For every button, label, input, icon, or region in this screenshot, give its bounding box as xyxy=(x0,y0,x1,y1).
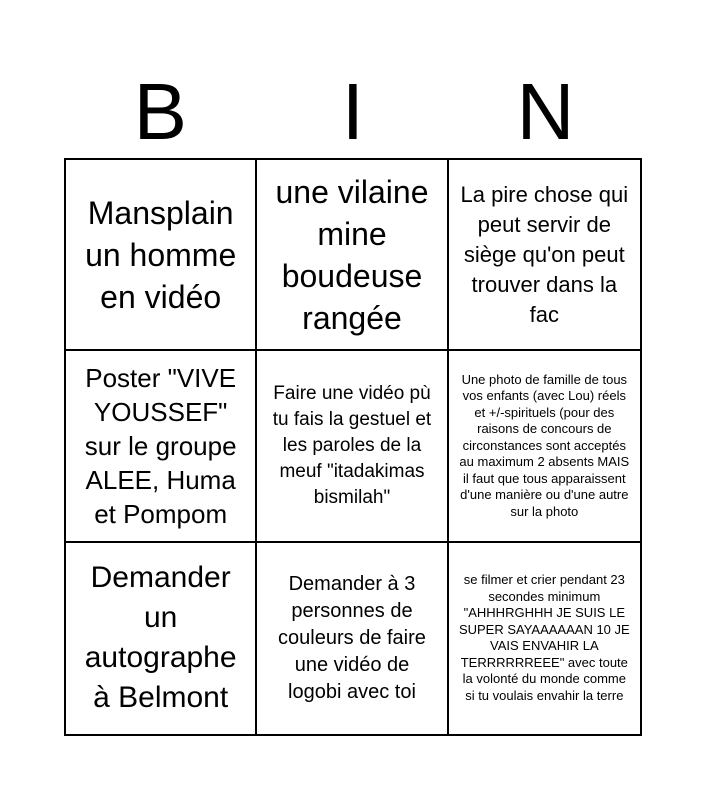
bingo-grid xyxy=(64,158,642,736)
bingo-cell[interactable] xyxy=(257,543,448,734)
bingo-cell[interactable] xyxy=(449,351,640,542)
bingo-cell[interactable] xyxy=(257,160,448,351)
header-letter-n: N xyxy=(516,67,575,156)
cell-text: Demander un autographe à Belmont xyxy=(84,561,237,715)
bingo-header xyxy=(64,67,642,156)
bingo-cell[interactable] xyxy=(449,160,640,351)
cell-text: Une photo de famille de tous vos enfants (avec Lou) réels et +/-spirituels (pour des raisons de concours de circonstances sont acceptés au maximum 2 absents MAIS il faut que tous apparaissent d'une manière ou d'une autre sur la photo xyxy=(459,371,630,519)
cell-text: Mansplain un homme en vidéo xyxy=(85,194,237,315)
bingo-cell[interactable] xyxy=(66,351,257,542)
bingo-cell[interactable] xyxy=(66,160,257,351)
cell-text: Faire une vidéo pù tu fais la gestuel et les paroles de la meuf "itadakimas bismilah" xyxy=(272,382,432,508)
bingo-cell[interactable] xyxy=(449,543,640,734)
cell-text: une vilaine mine boudeuse rangée xyxy=(275,173,429,336)
cell-text: se filmer et crier pendant 23 secondes minimum "AHHHRGHHH JE SUIS LE SUPER SAYAAAAAAN 10 JE VAIS ENVAHIR LA TERRRRRREEE" avec toute la volonté du monde comme si tu voulais envahir la terre xyxy=(458,572,630,703)
cell-text: Demander à 3 personnes de couleurs de faire une vidéo de logobi avec toi xyxy=(278,572,426,703)
bingo-cell[interactable] xyxy=(66,543,257,734)
bingo-cell[interactable] xyxy=(257,351,448,542)
header-letter-b: B xyxy=(133,67,187,156)
header-letter-i: I xyxy=(341,67,364,156)
cell-text: La pire chose qui peut servir de siège qu'on peut trouver dans la fac xyxy=(460,181,629,327)
cell-text: Poster "VIVE YOUSSEF" sur le groupe ALEE, Huma et Pompom xyxy=(84,362,237,529)
